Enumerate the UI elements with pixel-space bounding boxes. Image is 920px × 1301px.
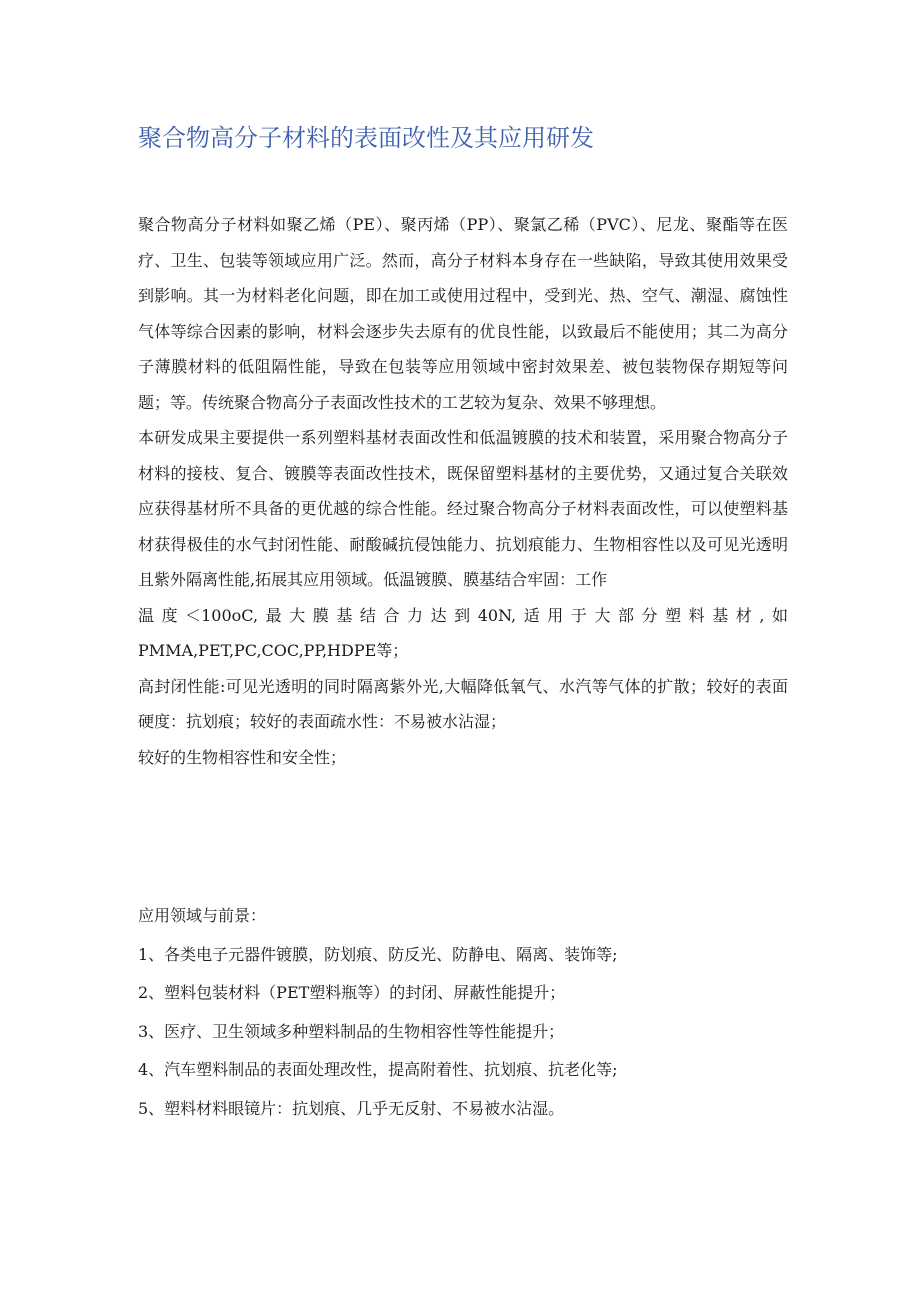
paragraph-sealing-performance: 高封闭性能:可见光透明的同时隔离紫外光,大幅降低氧气、水汽等气体的扩散；较好的表面硬度：抗划痕；较好的表面疏水性：不易被水沾湿； <box>138 676 788 731</box>
paragraph-research-results: 本研发成果主要提供一系列塑料基材表面改性和低温镀膜的技术和装置，采用聚合物高分子材料的接枝、复合、镀膜等表面改性技术，既保留塑料基材的主要优势，又通过复合关联效应获得基材所不具备的更优越的综合性能。经过聚合物高分子材料表面改性，可以使塑料基材获得极佳的水气封闭性能、耐酸碱抗侵蚀能力、抗划痕能力、生物相容性以及可见光透明且紫外隔离性能,拓展其应用领域。低温镀膜、膜基结合牢固：工作 <box>138 428 788 589</box>
paragraph-biocompatibility: 较好的生物相容性和安全性； <box>138 747 347 767</box>
application-item: 4、汽车塑料制品的表面处理改性，提高附着性、抗划痕、抗老化等; <box>138 1060 618 1079</box>
application-item: 5、塑料材料眼镜片：抗划痕、几乎无反射、不易被水沾湿。 <box>138 1098 565 1118</box>
application-item: 2、塑料包装材料（PET塑料瓶等）的封闭、屏蔽性能提升； <box>138 983 566 1002</box>
document-title: 聚合物高分子材料的表面改性及其应用研发 <box>138 124 594 152</box>
application-item: 1、各类电子元器件镀膜，防划痕、防反光、防静电、隔离、装饰等; <box>138 944 618 964</box>
paragraph-intro: 聚合物高分子材料如聚乙烯（PE）、聚丙烯（PP）、聚氯乙稀（PVC）、尼龙、聚酯等在医疗、卫生、包装等领域应用广泛。然而，高分子材料本身存在一些缺陷，导致其使用效果受到影响。其一为材料老化问题，即在加工或使用过程中，受到光、热、空气、潮湿、腐蚀性气体等综合因素的影响，材料会逐步失去原有的优良性能，以致最后不能使用；其二为高分子薄膜材料的低阻隔性能，导致在包装等应用领域中密封效果差、被包装物保存期短等问题；等。传统聚合物高分子表面改性技术的工艺较为复杂、效果不够理想。 <box>138 215 788 412</box>
application-item: 3、医疗、卫生领域多种塑料制品的生物相容性等性能提升； <box>138 1021 565 1041</box>
document-body <box>138 207 788 775</box>
paragraph-temperature-spec: 温度＜100oC,最大膜基结合力达到40N,适用于大部分塑料基材,如 <box>138 605 788 625</box>
paragraph-substrate-list: PMMA,PET,PC,COC,PP,HDPE等； <box>138 641 409 660</box>
applications-heading: 应用领域与前景： <box>138 906 267 925</box>
applications-section <box>138 897 788 1128</box>
